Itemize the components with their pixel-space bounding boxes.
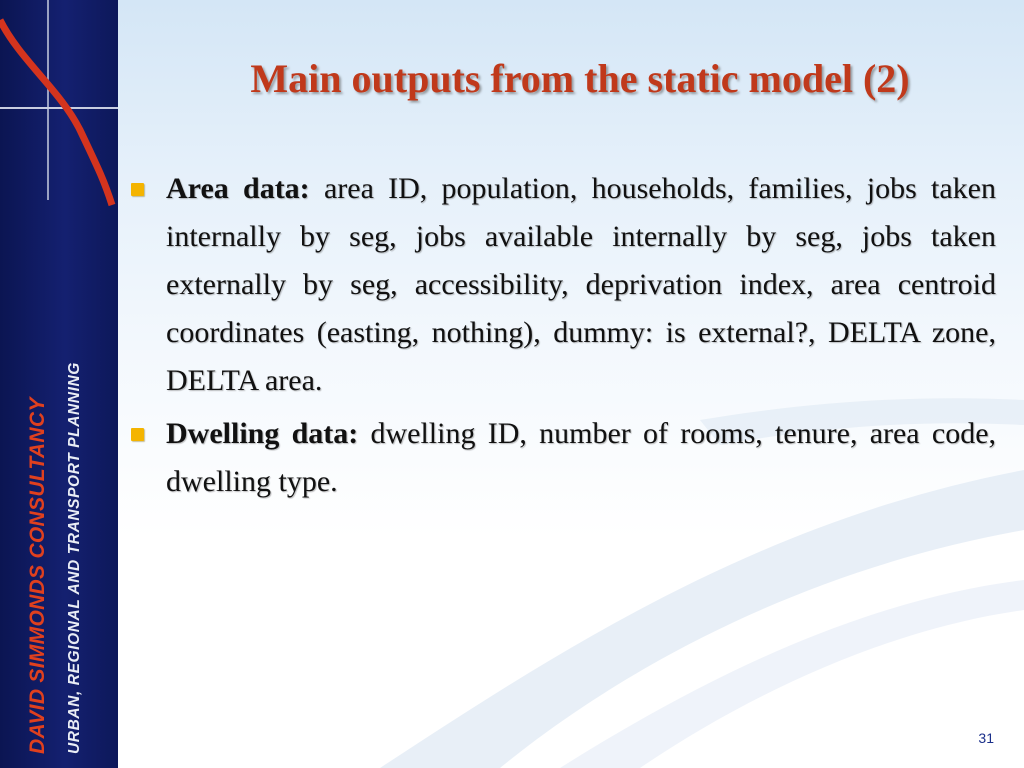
bullet-list	[128, 165, 996, 511]
sidebar-decoration	[0, 0, 118, 768]
company-tagline: URBAN, REGIONAL AND TRANSPORT PLANNING	[66, 362, 83, 754]
square-bullet-icon	[131, 183, 144, 196]
square-bullet-icon	[131, 428, 144, 441]
sidebar	[0, 0, 118, 768]
bullet-item-area-data	[128, 165, 996, 405]
company-name: DAVID SIMMONDS CONSULTANCY	[26, 397, 49, 754]
bullet-text: area ID, population, households, families, jobs taken internally by seg, jobs available internally by seg, jobs taken externally by seg, accessibility, deprivation index, area centroid coordinates (easting, nothing), dummy: is external?, DELTA zone, DELTA area.	[166, 172, 997, 397]
slide-number: 31	[978, 730, 994, 746]
bullet-heading: Area data:	[166, 172, 310, 205]
bullet-heading: Dwelling data:	[166, 417, 359, 450]
slide-title: Main outputs from the static model (2)	[250, 56, 910, 101]
bullet-item-dwelling-data	[128, 410, 996, 506]
bullet-text: dwelling ID, number of rooms, tenure, area code, dwelling type.	[166, 417, 997, 498]
